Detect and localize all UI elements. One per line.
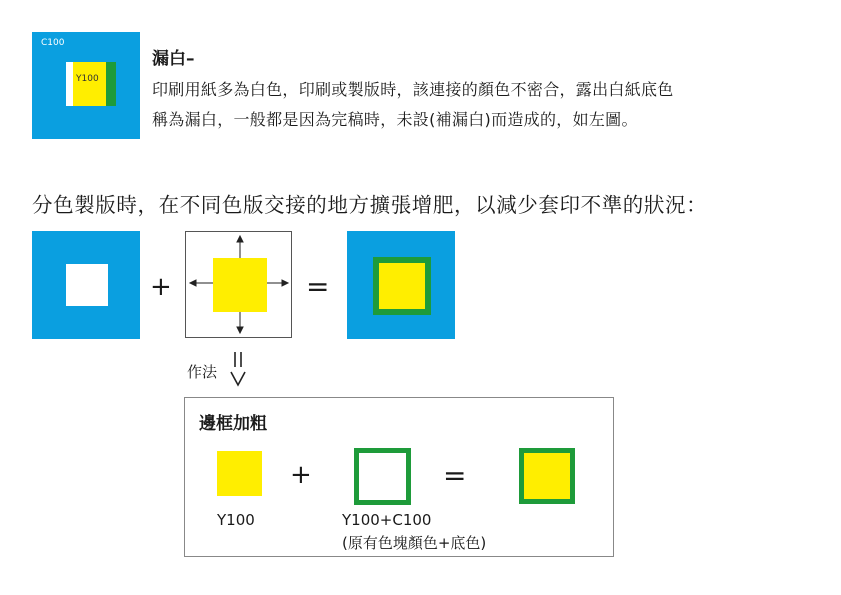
down-arrow-icon	[228, 350, 248, 388]
method-equals-sign: =	[443, 459, 467, 492]
equals-sign: =	[306, 270, 330, 303]
white-hole	[66, 264, 108, 306]
method-label: 作法	[187, 363, 218, 381]
result-yellow-with-green-border	[373, 257, 431, 315]
yellow-square-green-border	[519, 448, 575, 504]
description-line-2: 稱為漏白，一般都是因為完稿時，未設(補漏白)而造成的，如左圖。	[152, 110, 638, 129]
plus-sign: +	[150, 272, 172, 302]
yellow-square-label: Y100	[217, 511, 255, 529]
example-cyan-label: C100	[41, 38, 65, 48]
description-line-1: 印刷用紙多為白色，印刷或製版時，該連接的顏色不密合，露出白紙底色	[152, 80, 674, 99]
method-plus-sign: +	[290, 460, 312, 490]
outline-square-label: Y100+C100	[342, 511, 432, 529]
example-yellow-label: Y100	[76, 74, 99, 84]
headline: 分色製版時，在不同色版交接的地方擴張增肥，以減少套印不準的狀況：	[32, 193, 708, 217]
yellow-square	[217, 451, 262, 496]
method-box-title: 邊框加粗	[199, 414, 267, 434]
example-green-overlap	[106, 62, 116, 106]
green-outline-square	[354, 448, 411, 505]
example-yellow-block	[73, 62, 106, 106]
expand-arrows-icon	[185, 231, 292, 338]
outline-square-note: (原有色塊顏色+底色)	[342, 534, 487, 552]
section-title: 漏白–	[152, 49, 195, 69]
